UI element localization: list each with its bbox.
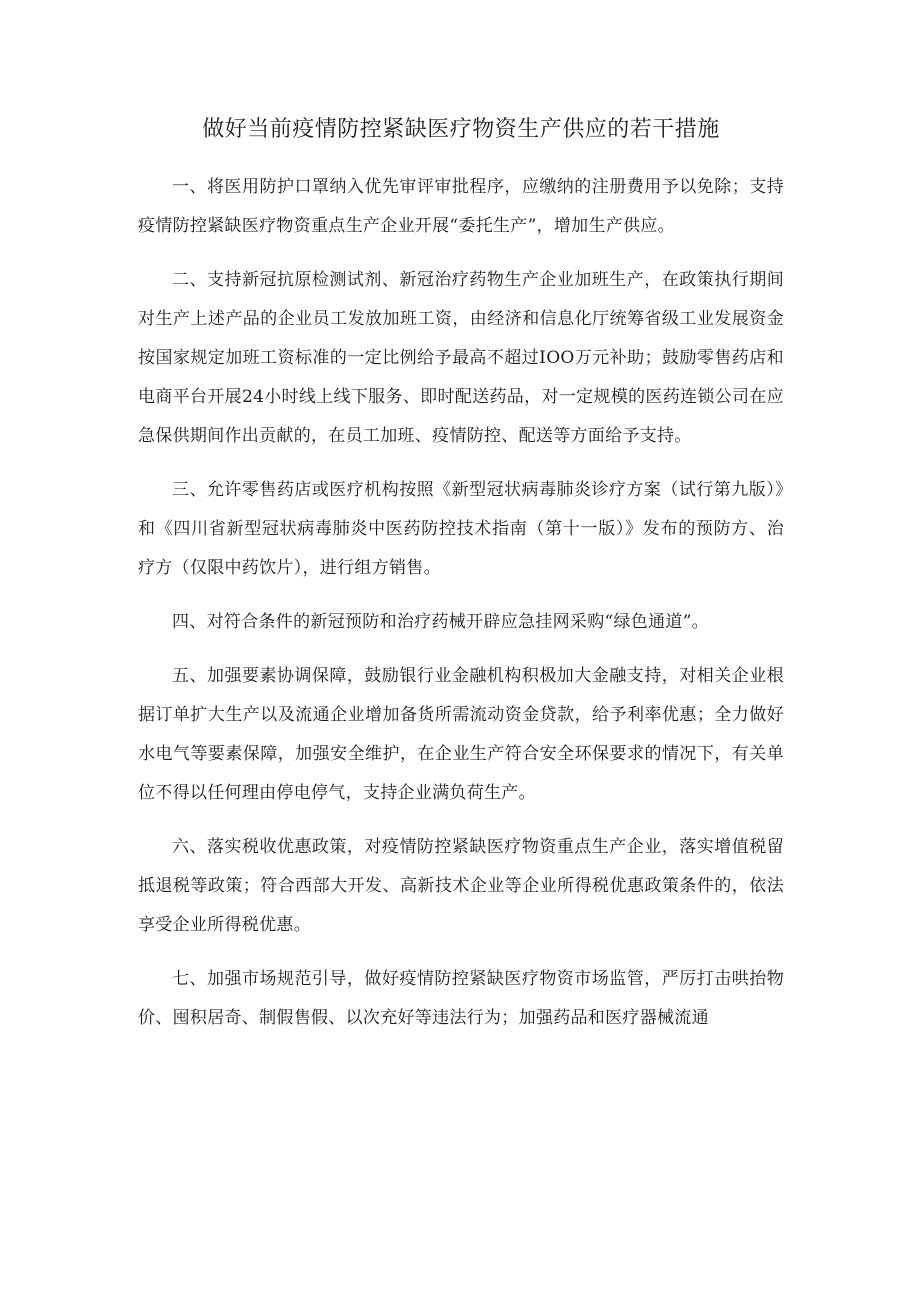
paragraph-3: 三、允许零售药店或医疗机构按照《新型冠状病毒肺炎诊疗方案（试行第九版）》和《四川省新型冠状病毒肺炎中医药防控技术指南（第十一版）》发布的预防方、治疗方（仅限中药饮片），进行组方销售。: [138, 480, 784, 578]
document-title: 做好当前疫情防控紧缺医疗物资生产供应的若干措施: [202, 117, 720, 142]
paragraph-1: 一、将医用防护口罩纳入优先审评审批程序，应缴纳的注册费用予以免除；支持疫情防控紧缺医疗物资重点生产企业开展“委托生产”，增加生产供应。: [138, 177, 784, 236]
paragraph-4: 四、对符合条件的新冠预防和治疗药械开辟应急挂网采购“绿色通道”。: [172, 612, 709, 632]
paragraph-7: 七、加强市场规范引导，做好疫情防控紧缺医疗物资市场监管，严厉打击哄抬物价、囤积居奇、制假售假、以次充好等违法行为；加强药品和医疗器械流通: [138, 969, 784, 1028]
paragraph-6: 六、落实税收优惠政策，对疫情防控紧缺医疗物资重点生产企业，落实增值税留抵退税等政策；符合西部大开发、高新技术企业等企业所得税优惠政策条件的，依法享受企业所得税优惠。: [138, 837, 784, 935]
paragraph-5: 五、加强要素协调保障，鼓励银行业金融机构积极加大金融支持，对相关企业根据订单扩大生产以及流通企业增加备货所需流动资金贷款，给予利率优惠；全力做好水电气等要素保障，加强安全维护，在企业生产符合安全环保要求的情况下，有关单位不得以任何理由停电停气，支持企业满负荷生产。: [138, 666, 784, 803]
paragraph-2: 二、支持新冠抗原检测试剂、新冠治疗药物生产企业加班生产，在政策执行期间对生产上述产品的企业员工发放加班工资，由经济和信息化厅统筹省级工业发展资金按国家规定加班工资标准的一定比例给予最高不超过IOO万元补助；鼓励零售药店和电商平台开展24小时线上线下服务、即时配送药品，对一定规模的医药连锁公司在应急保供期间作出贡献的，在员工加班、疫情防控、配送等方面给予支持。: [138, 270, 784, 446]
